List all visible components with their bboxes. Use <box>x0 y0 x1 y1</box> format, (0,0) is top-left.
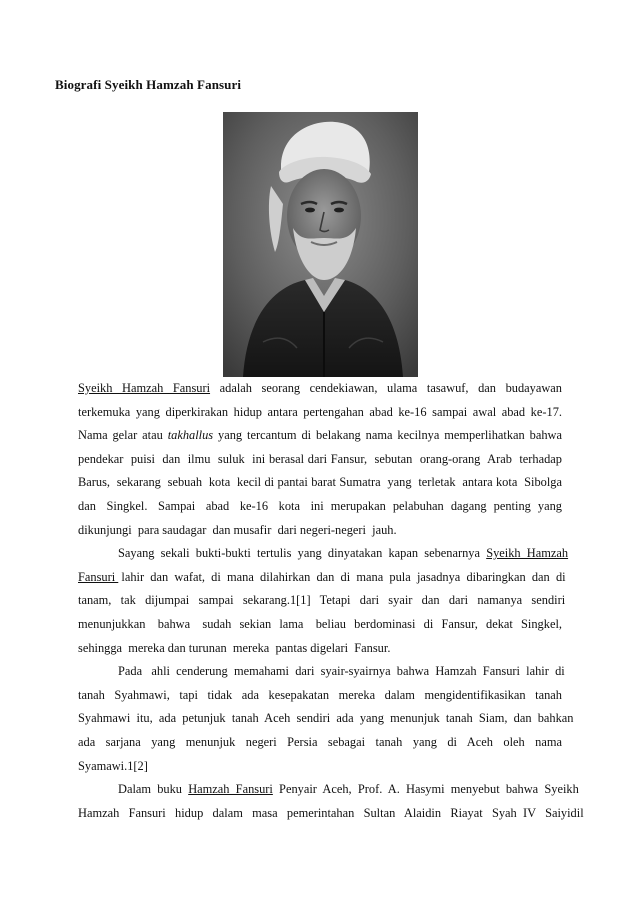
underlined-text: Fansuri <box>78 569 119 584</box>
body-text: adalah seorang cendekiawan, ulama tasawuf, dan budayawan <box>210 381 562 395</box>
body-text: Penyair Aceh, Prof. A. Hasymi menyebut bahwa Syeikh <box>272 782 579 797</box>
body-text: Hamzah Fansuri hidup dalam masa pemerintahan Sultan Alaidin Riayat Syah IV Saiyidil <box>78 805 584 820</box>
body-text: sehingga mereka dan turunan mereka pantas digelari Fansur. <box>78 640 391 655</box>
body-text: Dalam buku <box>118 782 189 797</box>
body-text: pendekar puisi dan ilmu suluk ini berasal dari Fansur, sebutan orang-orang Arab terhadap <box>78 451 562 466</box>
body-text: lahir dan wafat, di mana dilahirkan dan di mana pula jasadnya dibaringkan dan di <box>118 569 566 584</box>
paragraph-3-line <box>78 684 562 708</box>
body-text: tanah Syahmawi, tapi tidak ada kesepakatan mereka dalam mengidentifikasikan tanah <box>78 687 562 702</box>
paragraph-3-line <box>78 755 562 779</box>
body-text: yang tercantum di belakang nama kecilnya memperlihatkan bahwa <box>213 428 562 443</box>
paragraph-1-line <box>78 401 562 425</box>
body-text: Nama gelar atau <box>78 428 168 443</box>
paragraph-3-line <box>78 660 565 684</box>
body-text: dan Singkel. Sampai abad ke-16 kota ini merupakan pelabuhan dagang penting yang <box>78 498 562 513</box>
body-text: terkemuka yang diperkirakan hidup antara pertengahan abad ke-16 sampai awal abad ke-17. <box>78 404 562 419</box>
paragraph-2-line <box>78 589 566 613</box>
document-title: Biografi Syeikh Hamzah Fansuri <box>55 77 242 92</box>
body-text: Syamawi.1[2] <box>78 758 148 773</box>
body-text: Syahmawi itu, ada petunjuk tanah Aceh sendiri ada yang menunjuk tanah Siam, dan bahkan <box>78 711 574 726</box>
paragraph-3-line <box>78 707 574 731</box>
portrait-photo <box>223 112 418 377</box>
paragraph-2-line <box>78 613 562 637</box>
body-text: menunjukkan bahwa sudah sekian lama beliau berdominasi di Fansur, dekat Singkel, <box>78 616 562 631</box>
body-text: tanam, tak dijumpai sampai sekarang.1[1] Tetapi dari syair dan dari namanya sendiri <box>78 593 566 608</box>
paragraph-1-line <box>78 448 562 472</box>
paragraph-1-line <box>78 519 562 543</box>
paragraph-1-line <box>78 377 562 401</box>
paragraph-2-line <box>78 566 566 590</box>
body-text: dikunjungi para saudagar dan musafir dari negeri-negeri jauh. <box>78 522 397 537</box>
underlined-text: Syeikh Hamzah <box>486 546 569 561</box>
paragraph-4-line <box>78 802 584 826</box>
paragraph-2-line <box>78 637 562 661</box>
paragraph-1-line <box>78 424 562 448</box>
paragraph-2-line <box>78 542 569 566</box>
paragraph-3-line <box>78 731 562 755</box>
article-body <box>78 377 584 825</box>
paragraph-4-line <box>78 778 579 802</box>
body-text: Sayang sekali bukti-bukti tertulis yang dinyatakan kapan sebenarnya <box>118 546 487 561</box>
portrait-illustration <box>223 112 418 377</box>
underlined-text: Hamzah Fansuri <box>188 782 273 797</box>
italic-text: takhallus <box>167 428 214 443</box>
underlined-text: Syeikh Hamzah Fansuri <box>78 381 211 395</box>
paragraph-1-line <box>78 471 562 495</box>
paragraph-1-line <box>78 495 562 519</box>
body-text: Pada ahli cenderung memahami dari syair-syairnya bahwa Hamzah Fansuri lahir di <box>118 664 565 679</box>
body-text: ada sarjana yang menunjuk negeri Persia sebagai tanah yang di Aceh oleh nama <box>78 734 562 749</box>
body-text: Barus, sekarang sebuah kota kecil di pantai barat Sumatra yang terletak antara kota Sibolga <box>78 475 562 490</box>
